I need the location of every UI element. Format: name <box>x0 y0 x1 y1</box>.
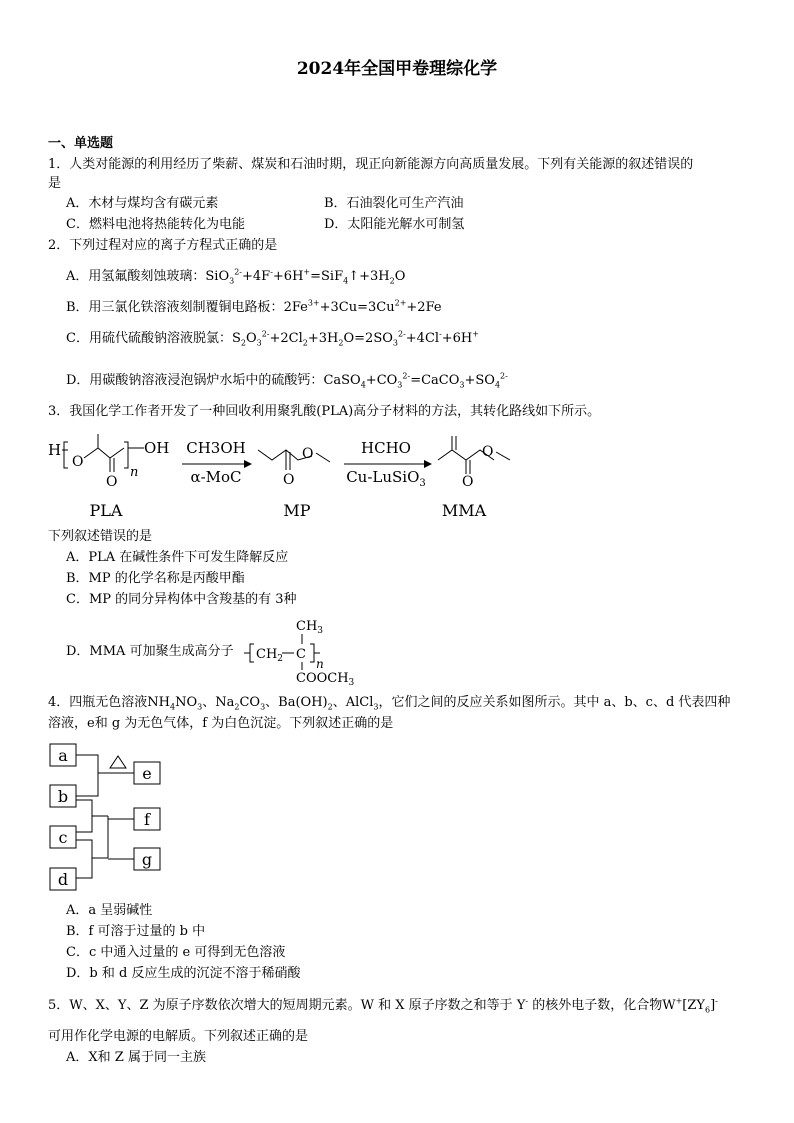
q2-option-d-equation: $CaSO_4+CO_3^{2-}=CaCO_3+SO_4^{2-}$ <box>323 371 508 390</box>
mma-methyl <box>496 452 510 460</box>
q5-option-a: A．X和 Z 属于同一主族 <box>66 1050 206 1065</box>
q1-option-d: D．太阳能光解水可制氢 <box>324 217 465 232</box>
pla-oh: OH <box>144 439 170 457</box>
link-c-d <box>76 840 92 878</box>
reagent-2-top: HCHO <box>361 439 411 457</box>
page-title: 2024年全国甲卷理综化学 <box>296 59 498 79</box>
arrow-1-head <box>244 460 252 468</box>
q3-polymer-structure <box>244 612 374 686</box>
polymer-bracket-right <box>310 644 314 662</box>
label-mma: MMA <box>441 501 487 520</box>
q2-option-d-text: D．用碳酸钠溶液浸泡锅炉水垢中的硫酸钙： <box>66 373 324 388</box>
link-b-c <box>76 800 92 832</box>
q3-reaction-scheme <box>40 428 540 523</box>
q4-option-b: B．f 可溶于过量的 b 中 <box>66 924 206 939</box>
q1-option-a: A．木材与煤均含有碳元素 <box>66 196 219 211</box>
mma-carbonyl-o: O <box>462 474 474 490</box>
q3-option-c: C．MP 的同分异构体中含羧基的有 3种 <box>66 592 297 607</box>
pla-carbonyl-o: O <box>106 474 118 490</box>
q2-option-a-equation: $SiO_3^{2-}+4F^-+6H^+=SiF_4↑+3H_2O$ <box>205 267 406 286</box>
q4-option-d: D．b 和 d 反应生成的沉淀不溶于稀硝酸 <box>66 966 301 981</box>
pla-h-atom: H <box>48 441 62 459</box>
box-d-label: d <box>57 870 69 889</box>
reagent-2-bottom: Cu-LuSiO$_3$ <box>346 468 426 489</box>
q4-stem-line1 <box>48 694 730 712</box>
q5-stem-line1: 5．W、X、Y、Z 为原子序数依次增大的短周期元素。W 和 X 原子序数之和等于 Y- 的核外电子数，化合物$W^+[ZY_6]^-$ <box>48 996 718 1015</box>
polymer-ch3: $CH_3$ <box>296 619 324 636</box>
box-f-label: f <box>144 810 150 829</box>
q3-option-b: B．MP 的化学名称是丙酸甲酯 <box>66 571 245 586</box>
q2-option-c-text: C．用硫代硫酸钠溶液脱氯： <box>66 331 232 346</box>
pla-n: n <box>130 465 139 480</box>
label-pla: PLA <box>89 501 123 520</box>
q5-stem-line2: 可用作化学电源的电解质。下列叙述正确的是 <box>48 1029 309 1044</box>
arrow-2-head <box>424 460 432 468</box>
mp-ester-o: O <box>302 446 314 462</box>
q3-option-a: A．PLA 在碱性条件下可发生降解反应 <box>66 550 289 565</box>
box-e-label: e <box>142 764 152 783</box>
reagent-1-top: CH3OH <box>186 439 246 457</box>
q1-option-b: B．石油裂化可生产汽油 <box>324 196 464 211</box>
polymer-ch2: $CH_2$ <box>256 647 284 664</box>
q2-option-c-equation: $S_2O_3^{2-}+2Cl_2+3H_2O=2SO_3^{2-}+4Cl^-+6H^+$ <box>231 329 479 348</box>
q4-stem-line2: 溶液，e和 g 为无色气体，f 为白色沉淀。下列叙述正确的是 <box>48 716 394 731</box>
polymer-cooch3: $COOCH_3$ <box>296 671 355 686</box>
mp-methyl <box>316 453 330 462</box>
q2-option-c <box>66 330 479 348</box>
q5-stem-start: 5．W、X、Y、Z 为原子序数依次增大的短周期元素。W 和 X 原子序数之和等于 Y <box>48 998 526 1013</box>
q1-option-c: C．燃料电池将热能转化为电能 <box>66 217 245 232</box>
heat-triangle-icon <box>110 756 126 768</box>
q4-reaction-diagram <box>48 740 188 892</box>
q4-stem-tail: ，它们之间的反应关系如图所示。其中 a、b、c、d 代表四种 <box>378 695 731 710</box>
q5-compound: $W^+[ZY_6]^-$ <box>662 996 718 1015</box>
q1-stem-line2: 是 <box>48 176 62 191</box>
q2-option-b-text: B．用三氯化铁溶液刻制覆铜电路板： <box>66 300 284 315</box>
q3-stem: 3．我国化学工作者开发了一种回收利用聚乳酸(PLA)高分子材料的方法，其转化路线如下所示。 <box>48 404 601 419</box>
section-heading: 一、单选题 <box>48 136 114 151</box>
q2-stem: 2．下列过程对应的离子方程式正确的是 <box>48 238 278 253</box>
q2-option-b <box>66 299 442 317</box>
pla-o-atom: O <box>72 454 84 470</box>
q3-option-d: D．MMA 可加聚生成高分子 <box>66 644 234 659</box>
box-a-label: a <box>58 746 68 765</box>
q3-question: 下列叙述错误的是 <box>48 529 153 544</box>
mp-carbonyl-o: O <box>283 472 295 488</box>
q4-option-a: A．a 呈弱碱性 <box>66 903 153 918</box>
q2-option-a <box>66 268 405 286</box>
q4-stem-start: 4．四瓶无色溶液 <box>48 695 148 710</box>
reagent-1-bottom: α-MoC <box>190 468 242 486</box>
q2-option-b-equation: $2Fe^{3+}+3Cu=3Cu^{2+}+2Fe$ <box>283 298 442 315</box>
q4-option-c: C．c 中通入过量的 e 可得到无色溶液 <box>66 945 286 960</box>
pla-chain <box>84 448 124 458</box>
box-c-label: c <box>58 828 68 847</box>
mma-ester-o: O <box>482 444 494 460</box>
label-mp: MP <box>283 501 311 520</box>
polymer-bracket-left <box>250 644 254 662</box>
q5-stem-mid: 的核外电子数，化合物 <box>528 998 663 1013</box>
polymer-n: n <box>316 657 324 671</box>
link-a-b <box>76 755 98 796</box>
box-g-label: g <box>141 850 153 869</box>
pla-bracket-left <box>64 442 68 468</box>
q4-compounds: $NH_4NO_3$、$Na_2CO_3$、$Ba(OH)_2$、AlCl$_3$ <box>147 695 379 712</box>
polymer-c: C <box>296 647 306 662</box>
q1-stem-line1: 1．人类对能源的利用经历了柴薪、煤炭和石油时期，现正向新能源方向高质量发展。下列有关能源的叙述错误的 <box>48 157 694 172</box>
q2-option-d <box>66 372 508 390</box>
box-b-label: b <box>57 787 69 806</box>
pla-bracket-right <box>124 442 128 468</box>
q2-option-a-text: A．用氢氟酸刻蚀玻璃： <box>66 269 206 284</box>
